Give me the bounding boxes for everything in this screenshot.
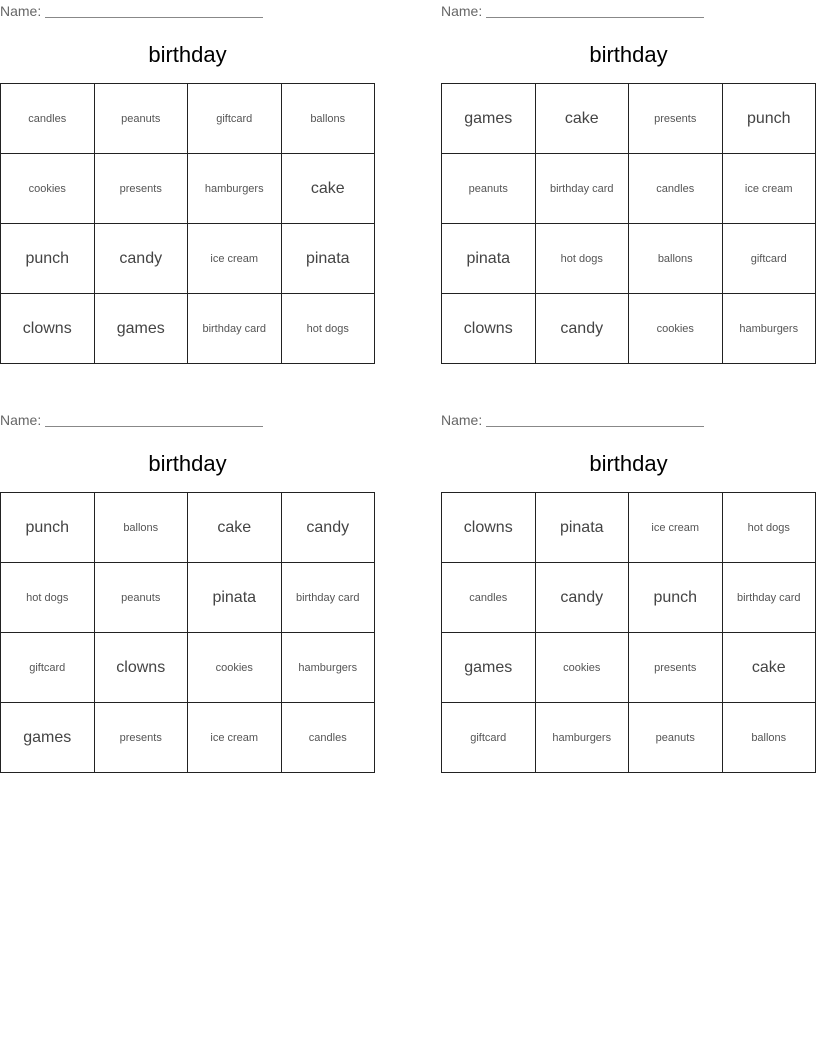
bingo-cell: cake bbox=[536, 84, 630, 154]
bingo-cell: presents bbox=[629, 84, 723, 154]
bingo-cell: hot dogs bbox=[282, 294, 376, 364]
bingo-grid bbox=[441, 492, 816, 773]
name-label: Name: bbox=[441, 412, 483, 428]
bingo-cell: birthday card bbox=[723, 563, 816, 633]
bingo-cell: peanuts bbox=[95, 563, 189, 633]
bingo-cell: pinata bbox=[442, 224, 536, 294]
bingo-cell: candles bbox=[1, 84, 95, 154]
bingo-cell: presents bbox=[95, 703, 189, 773]
bingo-cell: games bbox=[95, 294, 189, 364]
bingo-cell: candles bbox=[442, 563, 536, 633]
bingo-card-4 bbox=[441, 409, 816, 773]
bingo-cell: ballons bbox=[282, 84, 376, 154]
card-title: birthday bbox=[589, 451, 668, 476]
bingo-cell: peanuts bbox=[95, 84, 189, 154]
bingo-cell: punch bbox=[1, 224, 95, 294]
bingo-cell: birthday card bbox=[282, 563, 376, 633]
bingo-card-3 bbox=[0, 409, 375, 773]
card-title: birthday bbox=[148, 42, 227, 67]
name-label: Name: bbox=[441, 3, 483, 19]
bingo-cell: hot dogs bbox=[1, 563, 95, 633]
bingo-cell: ice cream bbox=[723, 154, 816, 224]
bingo-cell: ballons bbox=[95, 493, 189, 563]
bingo-cell: candy bbox=[536, 294, 630, 364]
bingo-cell: punch bbox=[629, 563, 723, 633]
bingo-cell: presents bbox=[629, 633, 723, 703]
name-line bbox=[441, 0, 816, 22]
bingo-cell: birthday card bbox=[188, 294, 282, 364]
name-label: Name: bbox=[0, 3, 42, 19]
bingo-cell: peanuts bbox=[442, 154, 536, 224]
bingo-cell: hamburgers bbox=[282, 633, 376, 703]
bingo-cell: clowns bbox=[442, 493, 536, 563]
bingo-cell: cookies bbox=[188, 633, 282, 703]
bingo-cell: cake bbox=[188, 493, 282, 563]
bingo-cell: candy bbox=[95, 224, 189, 294]
bingo-cell: punch bbox=[723, 84, 816, 154]
bingo-cell: clowns bbox=[1, 294, 95, 364]
bingo-cell: ballons bbox=[723, 703, 816, 773]
bingo-cell: ice cream bbox=[188, 703, 282, 773]
name-line bbox=[0, 409, 375, 431]
bingo-card-2 bbox=[441, 0, 816, 364]
bingo-cell: peanuts bbox=[629, 703, 723, 773]
bingo-cell: pinata bbox=[188, 563, 282, 633]
bingo-grid bbox=[0, 83, 375, 364]
bingo-cell: games bbox=[1, 703, 95, 773]
bingo-cell: games bbox=[442, 633, 536, 703]
bingo-cell: cake bbox=[282, 154, 376, 224]
bingo-cell: hamburgers bbox=[188, 154, 282, 224]
bingo-cell: candy bbox=[282, 493, 376, 563]
bingo-cell: ice cream bbox=[629, 493, 723, 563]
bingo-cell: clowns bbox=[95, 633, 189, 703]
bingo-cell: ballons bbox=[629, 224, 723, 294]
name-label: Name: bbox=[0, 412, 42, 428]
bingo-cell: giftcard bbox=[442, 703, 536, 773]
bingo-cell: birthday card bbox=[536, 154, 630, 224]
name-blank bbox=[45, 0, 263, 18]
bingo-cell: giftcard bbox=[188, 84, 282, 154]
bingo-grid bbox=[441, 83, 816, 364]
name-line bbox=[441, 409, 816, 431]
bingo-cell: candy bbox=[536, 563, 630, 633]
bingo-cell: cookies bbox=[536, 633, 630, 703]
bingo-card-1 bbox=[0, 0, 375, 364]
bingo-cell: giftcard bbox=[723, 224, 816, 294]
bingo-cell: pinata bbox=[536, 493, 630, 563]
bingo-cell: ice cream bbox=[188, 224, 282, 294]
card-title: birthday bbox=[589, 42, 668, 67]
bingo-cell: hot dogs bbox=[536, 224, 630, 294]
name-blank bbox=[486, 409, 704, 427]
name-line bbox=[0, 0, 375, 22]
bingo-cell: games bbox=[442, 84, 536, 154]
name-blank bbox=[486, 0, 704, 18]
bingo-cell: cake bbox=[723, 633, 816, 703]
bingo-cell: hamburgers bbox=[723, 294, 816, 364]
bingo-cell: giftcard bbox=[1, 633, 95, 703]
bingo-cell: candles bbox=[629, 154, 723, 224]
bingo-grid bbox=[0, 492, 375, 773]
bingo-cell: hamburgers bbox=[536, 703, 630, 773]
name-blank bbox=[45, 409, 263, 427]
card-title: birthday bbox=[148, 451, 227, 476]
bingo-cell: clowns bbox=[442, 294, 536, 364]
bingo-cell: candles bbox=[282, 703, 376, 773]
bingo-cell: hot dogs bbox=[723, 493, 816, 563]
bingo-cell: cookies bbox=[1, 154, 95, 224]
bingo-cell: presents bbox=[95, 154, 189, 224]
bingo-cell: cookies bbox=[629, 294, 723, 364]
bingo-cell: pinata bbox=[282, 224, 376, 294]
bingo-cell: punch bbox=[1, 493, 95, 563]
